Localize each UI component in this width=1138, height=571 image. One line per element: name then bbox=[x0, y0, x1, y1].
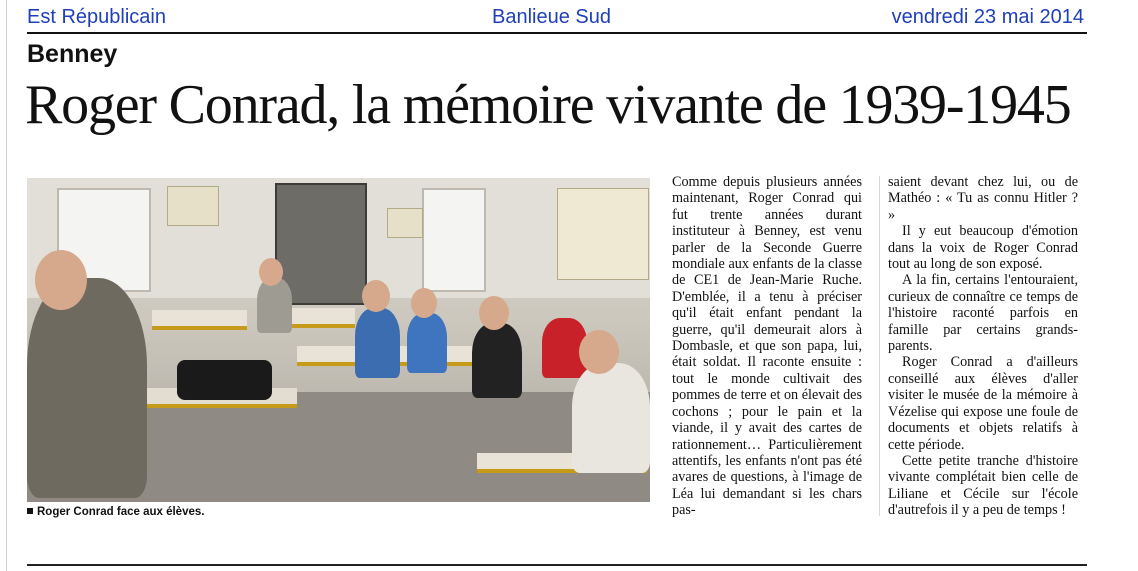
article-column-2 bbox=[888, 174, 1078, 519]
photo-bag bbox=[177, 360, 272, 400]
photo-poster bbox=[557, 188, 649, 280]
caption-square-icon bbox=[27, 508, 33, 514]
classroom-photo bbox=[27, 178, 650, 502]
article-paragraph: saient devant chez lui, ou de Mathéo : « Tu as connu Hitler ? » bbox=[888, 174, 1078, 223]
header-rule bbox=[27, 32, 1087, 34]
photo-teacher-head bbox=[35, 250, 87, 310]
publication-date: vendredi 23 mai 2014 bbox=[891, 6, 1084, 28]
publication-name: Est Républicain bbox=[27, 6, 166, 28]
photo-pupil-head bbox=[579, 330, 619, 374]
article-paragraph: Roger Conrad a d'ailleurs conseillé aux élèves d'aller visiter le musée de la mémoire à Vézelise qui expose une foule de documents et objets relatifs à cette période. bbox=[888, 354, 1078, 453]
article-paragraph: A la fin, certains l'entouraient, curieux de connaître ce temps de l'histoire raconté parfois en famille par certains grands-parents. bbox=[888, 272, 1078, 355]
page-header bbox=[27, 6, 1087, 34]
footer-rule bbox=[27, 564, 1087, 566]
photo-pupil-head bbox=[259, 258, 283, 286]
article-paragraph: Il y eut beaucoup d'émotion dans la voix de Roger Conrad tout au long de son exposé. bbox=[888, 223, 1078, 273]
article-headline: Roger Conrad, la mémoire vivante de 1939-1945 bbox=[25, 74, 1071, 136]
photo-pupil-head bbox=[479, 296, 509, 330]
photo-poster bbox=[387, 208, 423, 238]
photo-poster bbox=[167, 186, 219, 226]
page-left-border bbox=[6, 0, 7, 571]
photo-pupil bbox=[257, 278, 292, 333]
section-name: Banlieue Sud bbox=[492, 6, 611, 28]
article-paragraph: Cette petite tranche d'histoire vivante complétait bien celle de Liliane et Cécile sur l'école d'autrefois il y a peu de temps ! bbox=[888, 452, 1078, 519]
photo-pupil bbox=[572, 363, 650, 473]
photo-caption-text: Roger Conrad face aux élèves. bbox=[37, 506, 205, 518]
article-column-1 bbox=[672, 174, 862, 519]
photo-pupil bbox=[407, 313, 447, 373]
photo-desk bbox=[152, 310, 247, 330]
photo-window bbox=[422, 188, 486, 292]
photo-pupil bbox=[472, 323, 522, 398]
article-kicker: Benney bbox=[27, 40, 118, 68]
photo-teacher bbox=[27, 278, 147, 498]
photo-pupil-head bbox=[411, 288, 437, 318]
photo-pupil-head bbox=[362, 280, 390, 312]
photo-pupil bbox=[355, 308, 400, 378]
column-separator bbox=[879, 176, 880, 516]
article-paragraph: Comme depuis plusieurs années maintenant, Roger Conrad qui fut trente années durant instituteur à Benney, est venu parler de la Seconde Guerre mondiale aux enfants de la classe de CE1 de Jean-Marie Ruche. D'emblée, il a tenu à préciser qu'il était enfant pendant la guerre, qu'il demeurait alors à Dombasle, et que son papa, lui, était soldat. Il raconte ensuite : tout le monde cultivait des pommes de terre et on élevait des cochons ; pour le pain et la viande, il y avait des cartes de rationnement… Particulièrement attentifs, les enfants n'ont pas été avares de questions, à l'image de Léa lui demandant si les chars pas- bbox=[672, 174, 862, 519]
photo-caption bbox=[27, 506, 204, 518]
